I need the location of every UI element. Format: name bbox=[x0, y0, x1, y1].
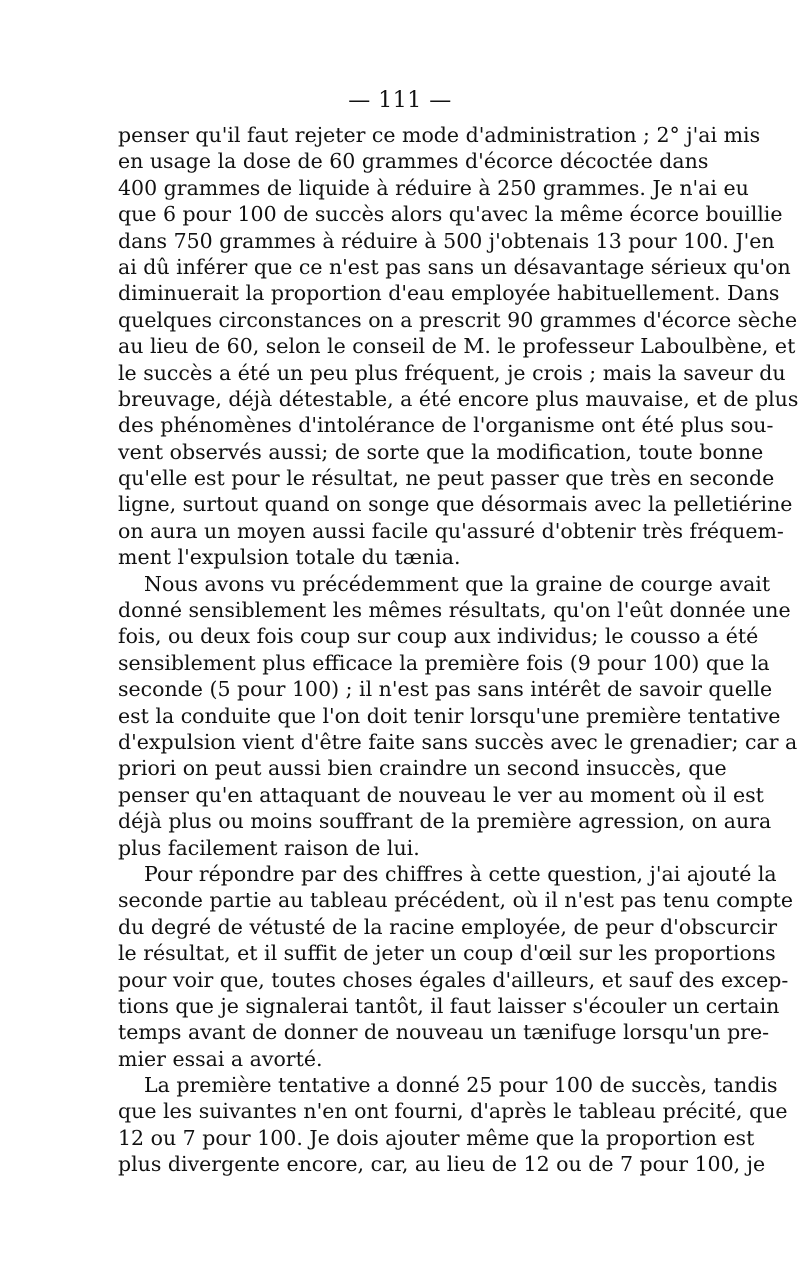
text-line: le succès a été un peu plus fréquent, je crois ; mais la saveur du bbox=[118, 360, 786, 385]
text-line: dans 750 grammes à réduire à 500 j'obtenais 13 pour 100. J'en bbox=[118, 228, 775, 253]
text-line: plus facilement raison de lui. bbox=[118, 835, 420, 860]
text-line: en usage la dose de 60 grammes d'écorce décoctée dans bbox=[118, 149, 709, 174]
text-line: 400 grammes de liquide à réduire à 250 grammes. Je n'ai eu bbox=[118, 175, 749, 200]
text-line: temps avant de donner de nouveau un tænifuge lorsqu'un pre- bbox=[118, 1020, 770, 1045]
text-line: déjà plus ou moins souffrant de la première agression, on aura bbox=[118, 809, 772, 834]
text-line: seconde partie au tableau précédent, où il n'est pas tenu compte bbox=[118, 888, 793, 913]
text-line: que les suivantes n'en ont fourni, d'après le tableau précité, que bbox=[118, 1099, 788, 1124]
text-line: breuvage, déjà détestable, a été encore plus mauvaise, et de plus bbox=[118, 386, 799, 411]
text-line: quelques circonstances on a prescrit 90 grammes d'écorce sèche bbox=[118, 307, 798, 332]
text-line: tions que je signalerai tantôt, il faut laisser s'écouler un certain bbox=[118, 993, 780, 1018]
text-line: qu'elle est pour le résultat, ne peut passer que très en seconde bbox=[118, 466, 775, 491]
text-line: du degré de vétusté de la racine employée, de peur d'obscurcir bbox=[118, 914, 778, 939]
text-line: sensiblement plus efficace la première fois (9 pour 100) que la bbox=[118, 650, 770, 675]
text-line: est la conduite que l'on doit tenir lorsqu'une première tentative bbox=[118, 703, 781, 728]
text-line: La première tentative a donné 25 pour 100 de succès, tandis bbox=[144, 1073, 778, 1098]
text-line: ligne, surtout quand on songe que désormais avec la pelletiérine bbox=[118, 492, 793, 517]
text-line: Nous avons vu précédemment que la graine de courge avait bbox=[144, 571, 771, 596]
text-line: au lieu de 60, selon le conseil de M. le professeur Laboulbène, et bbox=[118, 334, 796, 359]
text-line: 12 ou 7 pour 100. Je dois ajouter même que la proportion est bbox=[118, 1125, 755, 1150]
text-line: mier essai a avorté. bbox=[118, 1046, 323, 1071]
text-line: plus divergente encore, car, au lieu de 12 ou de 7 pour 100, je bbox=[118, 1152, 766, 1177]
text-line: des phénomènes d'intolérance de l'organisme ont été plus sou- bbox=[118, 413, 774, 438]
text-line: que 6 pour 100 de succès alors qu'avec la même écorce bouillie bbox=[118, 202, 783, 227]
text-line: on aura un moyen aussi facile qu'assuré d'obtenir très fréquem- bbox=[118, 518, 784, 543]
text-line: Pour répondre par des chiffres à cette question, j'ai ajouté la bbox=[144, 861, 777, 886]
page-number: — 111 — bbox=[348, 88, 452, 113]
text-line: vent observés aussi; de sorte que la modification, toute bonne bbox=[118, 439, 764, 464]
text-line: penser qu'en attaquant de nouveau le ver au moment où il est bbox=[118, 782, 764, 807]
text-line: penser qu'il faut rejeter ce mode d'administration ; 2° j'ai mis bbox=[118, 123, 761, 147]
body-text bbox=[118, 122, 799, 1178]
text-line: le résultat, et il suffit de jeter un coup d'œil sur les proportions bbox=[118, 941, 776, 966]
text-line: pour voir que, toutes choses égales d'ailleurs, et sauf des excep- bbox=[118, 967, 789, 992]
text-line: diminuerait la proportion d'eau employée habituellement. Dans bbox=[118, 281, 780, 306]
text-line: donné sensiblement les mêmes résultats, qu'on l'eût donnée une bbox=[118, 598, 791, 623]
text-line: seconde (5 pour 100) ; il n'est pas sans intérêt de savoir quelle bbox=[118, 677, 773, 702]
text-line: d'expulsion vient d'être faite sans succès avec le grenadier; car a bbox=[118, 729, 798, 754]
text-line: priori on peut aussi bien craindre un second insuccès, que bbox=[118, 756, 727, 781]
text-line: ment l'expulsion totale du tænia. bbox=[118, 545, 461, 570]
text-line: ai dû inférer que ce n'est pas sans un désavantage sérieux qu'on bbox=[118, 254, 791, 279]
text-line: fois, ou deux fois coup sur coup aux individus; le cousso a été bbox=[118, 624, 759, 649]
